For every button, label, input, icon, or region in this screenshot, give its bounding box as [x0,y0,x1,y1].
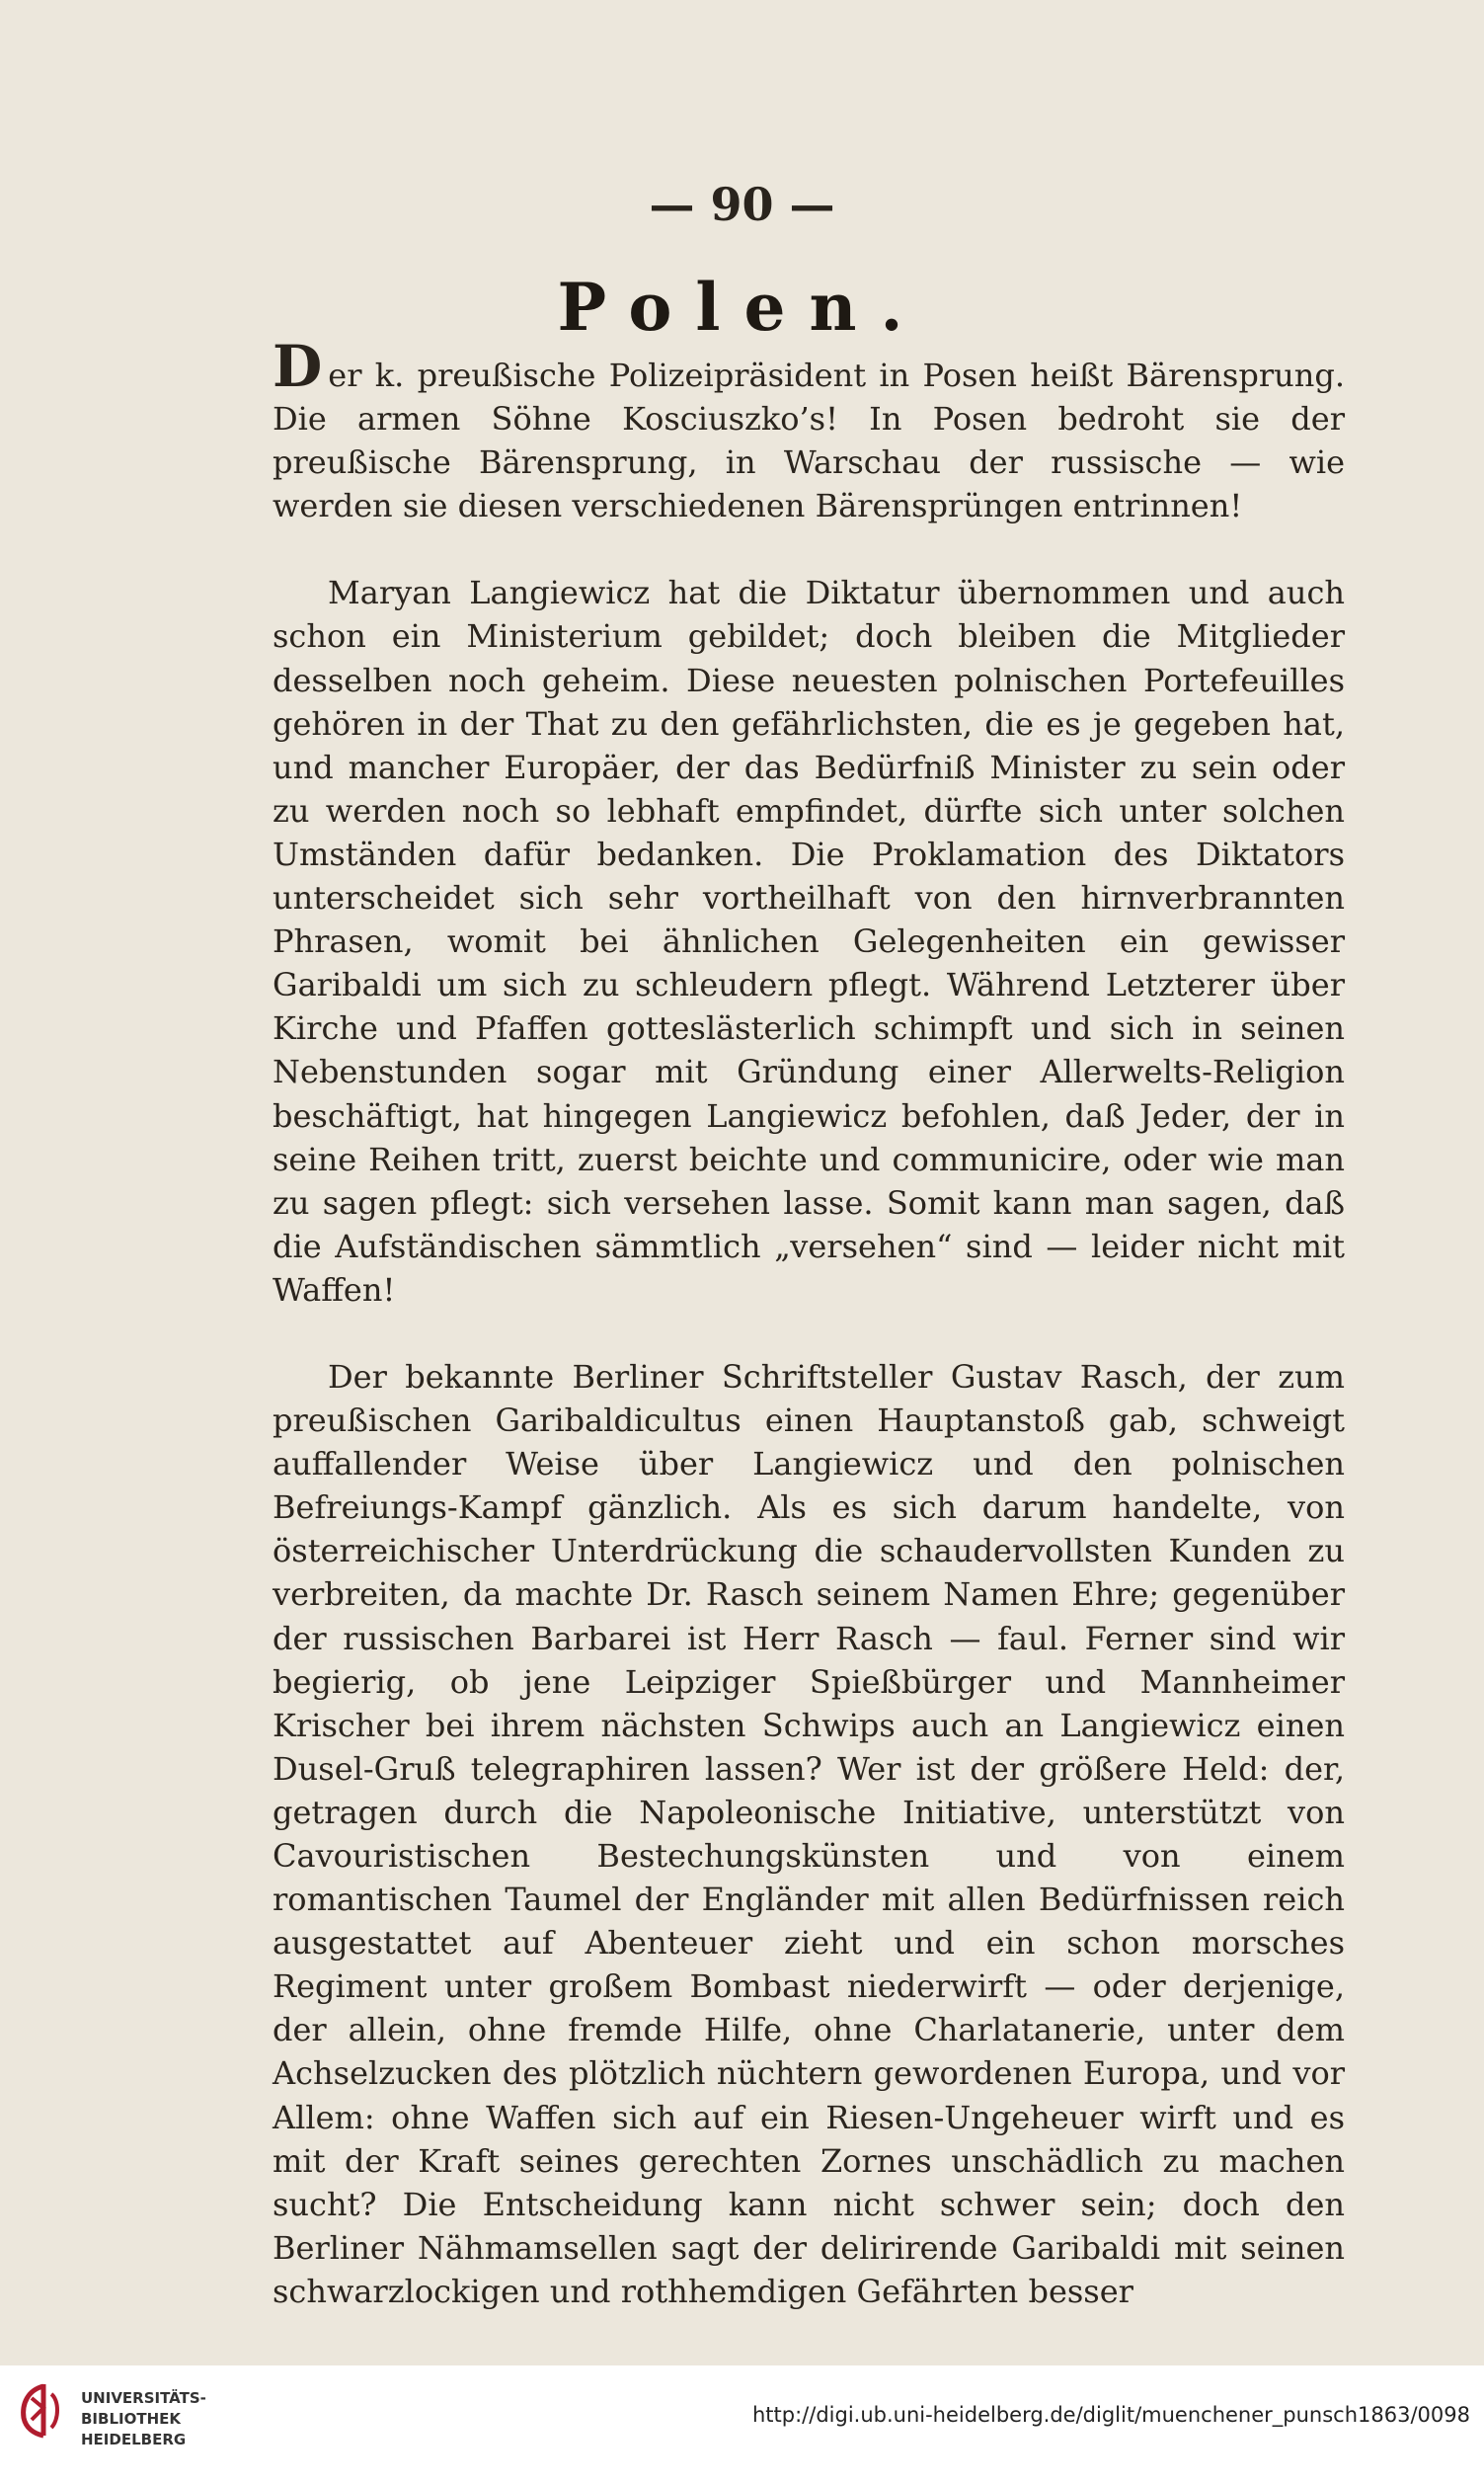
paragraph-text: er k. preußische Polizeipräsident in Posen heißt Bärensprung. Die armen Söhne Kosciuszko’s! In Posen bedroht sie der preußische Bärensprung, in Warschau der russische — wie werden sie diesen verschiedenen Bärensprüngen entrinnen! [273,357,1345,525]
library-name-line: BIBLIOTHEK [81,2410,181,2428]
paragraph-2: Maryan Langiewicz hat die Diktatur übernommen und auch schon ein Ministerium gebildet; doch bleiben die Mitglieder desselben noch geheim. Diese neuesten polnischen Portefeuilles gehören in der That zu den gefährlichsten, die es je gegeben hat, und mancher Europäer, der das Bedürfniß Minister zu sein oder zu werden noch so lebhaft empfindet, dürfte sich unter solchen Umständen dafür bedanken. Die Proklamation des Diktators unterscheidet sich sehr vortheilhaft von den hirnverbrannten Phrasen, womit bei ähnlichen Gelegenheiten ein gewisser Garibaldi um sich zu schleudern pflegt. Während Letzterer über Kirche und Pfaffen gotteslästerlich schimpft und sich in seinen Nebenstunden sogar mit Gründung einer Allerwelts-Religion beschäftigt, hat hingegen Langiewicz befohlen, daß Jeder, der in seine Reihen tritt, zuerst beichte und communicire, oder wie man zu sagen pflegt: sich versehen lasse. Somit kann man sagen, daß die Aufständischen sämmtlich „versehen“ sind — leider nicht mit Waffen! [273,574,1345,1309]
source-url-link[interactable]: http://digi.ub.uni-heidelberg.de/diglit/muenchener_punsch1863/0098 [752,2403,1470,2427]
paragraph-1 [273,333,1345,527]
heidelberg-library-logo-icon [14,2380,73,2440]
page-number: — 90 — [649,178,835,231]
article-heading: Polen. [557,269,927,346]
library-name-line: HEIDELBERG [81,2431,187,2448]
library-name [81,2388,206,2450]
article-body [273,333,1345,2313]
library-name-line: UNIVERSITÄTS- [81,2389,206,2407]
drop-cap: D [273,333,323,400]
paragraph-3: Der bekannte Berliner Schriftsteller Gustav Rasch, der zum preußischen Garibaldicultus einen Hauptanstoß gab, schweigt auffallender Weise über Langiewicz und den polnischen Befreiungs-Kampf gänzlich. Als es sich darum handelte, von österreichischer Unterdrückung die schaudervollsten Kunden zu verbreiten, da machte Dr. Rasch seinem Namen Ehre; gegenüber der russischen Barbarei ist Herr Rasch — faul. Ferner sind wir begierig, ob jene Leipziger Spießbürger und Mannheimer Krischer bei ihrem nächsten Schwips auch an Langiewicz einen Dusel-Gruß telegraphiren lassen? Wer ist der größere Held: der, getragen durch die Napoleonische Initiative, unterstützt von Cavouristischen Bestechungskünsten und von einem romantischen Taumel der Engländer mit allen Bedürfnissen reich ausgestattet auf Abenteuer zieht und ein schon morsches Regiment unter großem Bombast niederwirft — oder derjenige, der allein, ohne fremde Hilfe, ohne Charlatanerie, unter dem Achselzucken des plötzlich nüchtern gewordenen Europa, und vor Allem: ohne Waffen sich auf ein Riesen-Ungeheuer wirft und es mit der Kraft seines gerechten Zornes unschädlich zu machen sucht? Die Entscheidung kann nicht schwer sein; doch den Berliner Nähmamsellen sagt der delirirende Garibaldi mit seinen schwarzlockigen und rothhemdigen Gefährten besser [273,1357,1345,2310]
